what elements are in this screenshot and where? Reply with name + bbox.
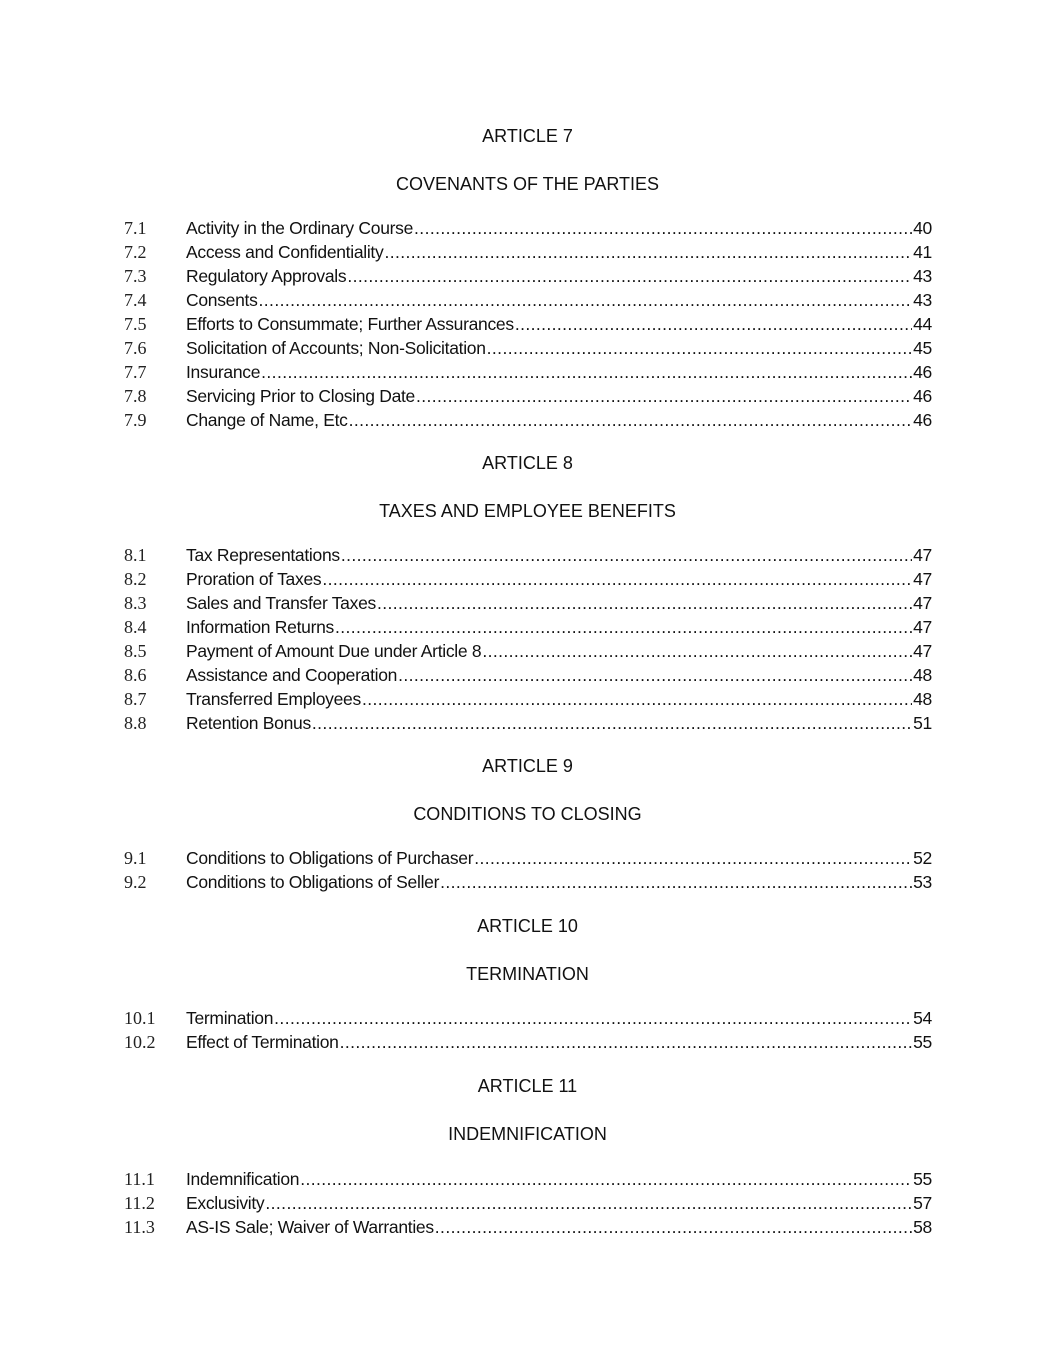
page-number: 46 (913, 386, 932, 406)
page-number: 54 (913, 1008, 932, 1028)
section-number: 9.1 (124, 848, 147, 868)
section-title: Regulatory Approvals (186, 266, 347, 286)
page-number: 46 (913, 410, 932, 430)
dot-leader (398, 664, 912, 686)
section-title: Proration of Taxes (186, 569, 322, 589)
page-number: 45 (913, 338, 932, 358)
section-number: 7.4 (124, 290, 147, 310)
toc-entry-9-2[interactable] (124, 871, 932, 895)
dot-leader (322, 568, 912, 590)
section-number: 10.1 (124, 1008, 156, 1028)
section-title: Efforts to Consummate; Further Assurances (186, 314, 514, 334)
section-number: 9.2 (124, 872, 147, 892)
toc-entry-7-2[interactable] (124, 241, 932, 265)
toc-entry-7-6[interactable] (124, 337, 932, 361)
section-title: Activity in the Ordinary Course (186, 218, 414, 238)
dot-leader (340, 1031, 913, 1053)
page-number: 47 (913, 617, 932, 637)
section-title: Indemnification (186, 1169, 300, 1189)
dot-leader (377, 592, 912, 614)
page-number: 43 (913, 290, 932, 310)
section-number: 8.8 (124, 713, 147, 733)
toc-entry-10-2[interactable] (124, 1031, 932, 1055)
page-number: 40 (913, 218, 932, 238)
page-number: 51 (913, 713, 932, 733)
section-title: Information Returns (186, 617, 334, 637)
toc-entry-7-9[interactable] (124, 409, 932, 433)
dot-leader (414, 217, 912, 239)
section-number: 8.4 (124, 617, 147, 637)
page-number: 57 (913, 1193, 932, 1213)
page-number: 52 (913, 848, 932, 868)
page-number: 43 (913, 266, 932, 286)
section-title: Solicitation of Accounts; Non-Solicitation (186, 338, 486, 358)
dot-leader (341, 544, 912, 566)
section-number: 7.6 (124, 338, 147, 358)
dot-leader (474, 847, 912, 869)
section-title: Conditions to Obligations of Seller (186, 872, 440, 892)
section-number: 8.7 (124, 689, 147, 709)
section-number: 11.3 (124, 1217, 155, 1237)
article-7-subheading: COVENANTS OF THE PARTIES (395, 174, 660, 194)
dot-leader (259, 289, 913, 311)
section-number: 7.3 (124, 266, 147, 286)
page-number: 53 (913, 872, 932, 892)
dot-leader (274, 1007, 912, 1029)
section-title: Payment of Amount Due under Article 8 (186, 641, 482, 661)
dot-leader (487, 337, 912, 359)
toc-entry-9-1[interactable] (124, 847, 932, 871)
section-title: Servicing Prior to Closing Date (186, 386, 415, 406)
section-title: Access and Confidentiality (186, 242, 384, 262)
page-number: 47 (913, 545, 932, 565)
article-8-heading: ARTICLE 8 (482, 453, 573, 473)
section-title: Insurance (186, 362, 261, 382)
article-11-subheading: INDEMNIFICATION (448, 1124, 607, 1144)
toc-entry-8-1[interactable] (124, 544, 932, 568)
section-title: Tax Representations (186, 545, 340, 565)
page-number: 55 (913, 1032, 932, 1052)
section-title: Sales and Transfer Taxes (186, 593, 376, 613)
section-number: 7.5 (124, 314, 147, 334)
toc-entry-8-2[interactable] (124, 568, 932, 592)
page-number: 55 (913, 1169, 932, 1189)
article-10-heading: ARTICLE 10 (477, 916, 578, 936)
section-title: Assistance and Cooperation (186, 665, 398, 685)
toc-entry-8-4[interactable] (124, 616, 932, 640)
dot-leader (349, 409, 913, 431)
section-number: 8.2 (124, 569, 147, 589)
page-number: 48 (913, 665, 932, 685)
toc-entry-11-2[interactable] (124, 1192, 932, 1216)
article-8-subheading: TAXES AND EMPLOYEE BENEFITS (379, 501, 676, 521)
toc-entry-11-1[interactable] (124, 1168, 932, 1192)
section-number: 8.3 (124, 593, 147, 613)
toc-entry-7-5[interactable] (124, 313, 932, 337)
section-number: 8.1 (124, 545, 147, 565)
toc-entry-7-7[interactable] (124, 361, 932, 385)
dot-leader (482, 640, 912, 662)
dot-leader (335, 616, 912, 638)
article-9-heading: ARTICLE 9 (482, 756, 573, 776)
article-7-heading: ARTICLE 7 (482, 126, 573, 146)
article-10-subheading: TERMINATION (466, 964, 589, 984)
dot-leader (312, 712, 912, 734)
section-title: Change of Name, Etc (186, 410, 348, 430)
toc-entry-8-3[interactable] (124, 592, 932, 616)
section-number: 7.7 (124, 362, 147, 382)
page-number: 48 (913, 689, 932, 709)
section-title: Termination (186, 1008, 274, 1028)
toc-entry-8-7[interactable] (124, 688, 932, 712)
dot-leader (362, 688, 912, 710)
dot-leader (515, 313, 912, 335)
section-number: 7.9 (124, 410, 147, 430)
article-11-heading: ARTICLE 11 (477, 1076, 578, 1096)
section-number: 8.5 (124, 641, 147, 661)
section-number: 10.2 (124, 1032, 156, 1052)
toc-entry-8-6[interactable] (124, 664, 932, 688)
section-number: 11.2 (124, 1193, 155, 1213)
dot-leader (440, 871, 912, 893)
dot-leader (261, 361, 912, 383)
dot-leader (347, 265, 912, 287)
dot-leader (265, 1192, 912, 1214)
page-number: 47 (913, 569, 932, 589)
section-title: Exclusivity (186, 1193, 265, 1213)
page-number: 44 (913, 314, 932, 334)
section-title: Transferred Employees (186, 689, 361, 709)
section-number: 11.1 (124, 1169, 155, 1189)
section-title: Conditions to Obligations of Purchaser (186, 848, 474, 868)
dot-leader (435, 1216, 912, 1238)
page-number: 47 (913, 593, 932, 613)
section-title: Consents (186, 290, 258, 310)
page-number: 46 (913, 362, 932, 382)
page-number: 41 (913, 242, 932, 262)
toc-entry-11-3[interactable] (124, 1216, 932, 1240)
section-number: 7.2 (124, 242, 147, 262)
toc-entry-7-3[interactable] (124, 265, 932, 289)
page-number: 58 (913, 1217, 932, 1237)
toc-entry-7-8[interactable] (124, 385, 932, 409)
section-number: 7.8 (124, 386, 147, 406)
toc-entry-8-8[interactable] (124, 712, 932, 736)
toc-entry-7-4[interactable] (124, 289, 932, 313)
page-number: 47 (913, 641, 932, 661)
section-title: Retention Bonus (186, 713, 311, 733)
section-title: Effect of Termination (186, 1032, 339, 1052)
dot-leader (384, 241, 912, 263)
section-number: 8.6 (124, 665, 147, 685)
section-title: AS-IS Sale; Waiver of Warranties (186, 1217, 434, 1237)
toc-entry-10-1[interactable] (124, 1007, 932, 1031)
section-number: 7.1 (124, 218, 147, 238)
dot-leader (300, 1168, 912, 1190)
article-9-subheading: CONDITIONS TO CLOSING (413, 804, 642, 824)
toc-entry-7-1[interactable] (124, 217, 932, 241)
toc-entry-8-5[interactable] (124, 640, 932, 664)
dot-leader (416, 385, 912, 407)
